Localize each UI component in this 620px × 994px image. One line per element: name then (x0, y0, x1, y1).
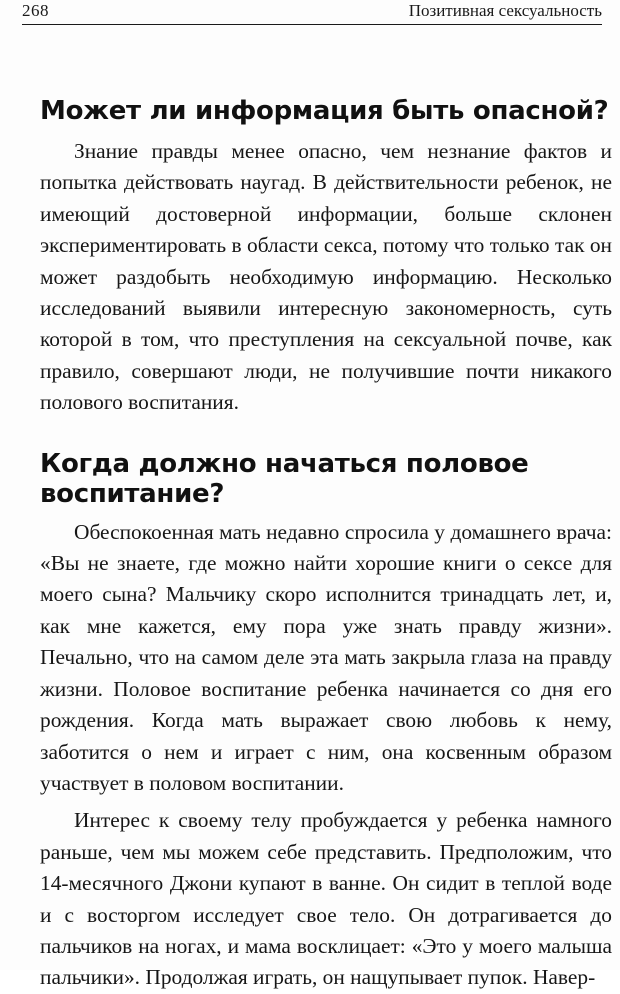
section-body (40, 136, 612, 419)
page-content (40, 82, 612, 994)
book-title: Позитивная сексуальность (408, 1, 602, 20)
header-rule (22, 24, 602, 25)
section-information-danger (40, 82, 612, 419)
section-heading: Когда должно начаться половое воспитание? (40, 448, 529, 509)
section-sex-education-start (40, 449, 612, 994)
paragraph: Обеспокоенная мать недавно спросила у домашнего врача: «Вы не знаете, где можно найти хорошие книги о сексе для моего сына? Мальчику скоро исполнится тринадцать лет, и, как мне кажется, ему пора уже знать правду жизни». Печально, что на самом деле эта мать закрыла глаза на правду жизни. Половое воспитание ребенка начинается со дня его рождения. Когда мать выражает свою любовь к нему, заботится о нем и играет с ним, она косвенным образом участвует в половом воспитании. (40, 519, 612, 795)
section-body (40, 517, 612, 994)
page-number: 268 (22, 1, 49, 20)
paragraph: Знание правды менее опасно, чем незнание фактов и попытка действовать наугад. В действительности ребенок, не имеющий достоверной информации, больше склонен экспериментировать в области секса, потому что только так он может раздобыть необходимую информацию. Несколько исследований выявили интересную закономерность, суть которой в том, что преступления на сексуальной почве, как правило, совершают люди, не получившие почти никакого полового воспитания. (40, 139, 612, 415)
running-head (22, 0, 602, 26)
section-heading: Может ли информация быть опасной? (40, 96, 609, 126)
paragraph: Интерес к своему телу пробуждается у ребенка намного раньше, чем мы можем себе представить. Предположим, что 14-месячного Джони купают в ванне. Он сидит в теплой воде и с восторгом исследует свое тело. Он дотрагивается до пальчиков на ногах, и мама восклицает: «Это у моего малыша пальчики». Продолжая играть, он нащупывает пупок. Навер- (40, 808, 612, 990)
